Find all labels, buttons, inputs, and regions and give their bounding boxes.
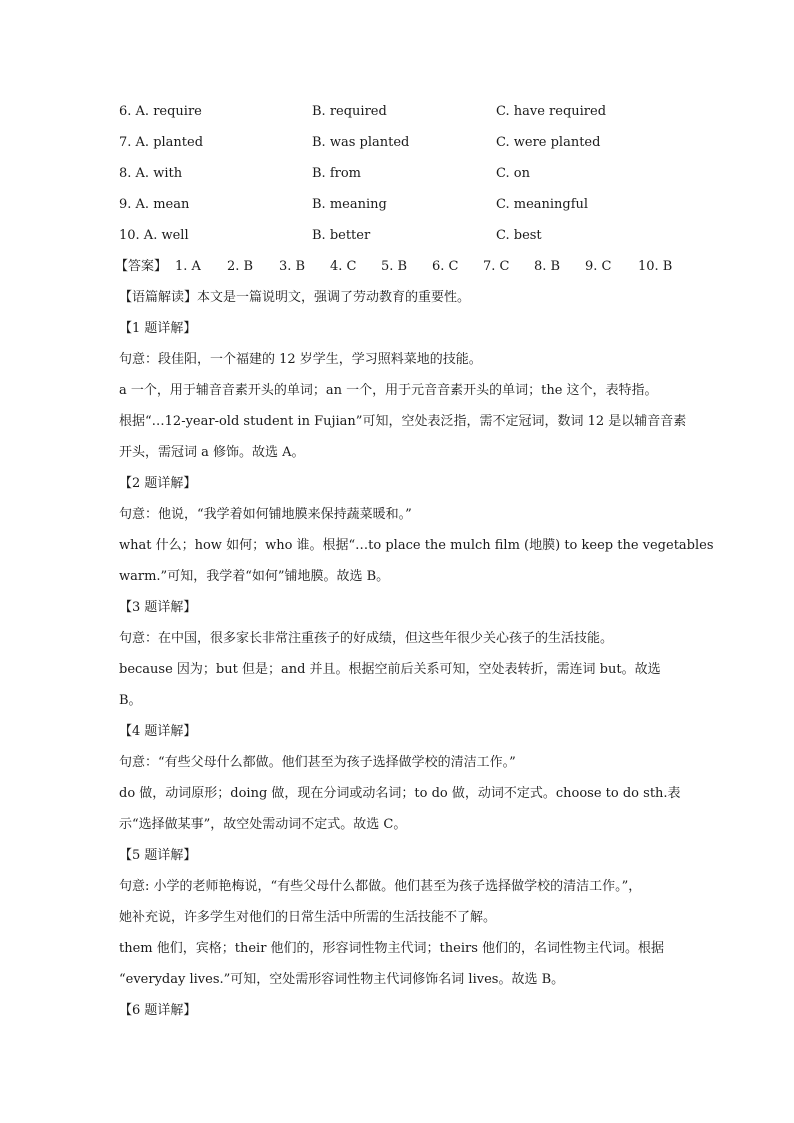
option-b: B. from bbox=[312, 166, 361, 181]
answer-item: 2. B bbox=[227, 259, 254, 274]
paragraph-line: 她补充说，许多学生对他们的日常生活中所需的生活技能不了解。 bbox=[119, 910, 497, 925]
answer-item: 10. B bbox=[638, 259, 673, 274]
answer-item: 8. B bbox=[534, 259, 561, 274]
page-content bbox=[115, 100, 714, 1030]
paragraph-line: 根据“…12-year-old student in Fujian”可知，空处表泛指，需不定冠词，数词 12 是以辅音音素 bbox=[119, 414, 687, 429]
answer-item: 1. A bbox=[175, 259, 201, 274]
section-heading: 【4 题详解】 bbox=[119, 724, 197, 739]
question-3-explanation bbox=[119, 596, 679, 713]
option-a: 10. A. well bbox=[119, 228, 189, 243]
paragraph-line: 句意：在中国，很多家长非常注重孩子的好成绩，但这些年很少关心孩子的生活技能。 bbox=[119, 631, 614, 646]
option-a: 6. A. require bbox=[119, 104, 202, 119]
paragraph-line: B。 bbox=[119, 693, 142, 708]
paragraph-line: a 一个，用于辅音音素开头的单词；an 一个，用于元音音素开头的单词；the 这个，表特指。 bbox=[119, 383, 658, 398]
option-b: B. meaning bbox=[312, 197, 387, 212]
paragraph-line: 开头，需冠词 a 修饰。故选 A。 bbox=[119, 445, 305, 460]
option-row-8 bbox=[119, 162, 679, 193]
passage-note: 【语篇解读】本文是一篇说明文，强调了劳动教育的重要性。 bbox=[119, 290, 471, 305]
question-6-explanation bbox=[119, 999, 679, 1023]
answer-label: 【答案】 bbox=[115, 259, 168, 274]
paragraph-line: 示“选择做某事”，故空处需动词不定式。故选 C。 bbox=[119, 817, 407, 832]
answer-item: 3. B bbox=[279, 259, 306, 274]
question-2-explanation bbox=[119, 472, 714, 589]
options-block bbox=[119, 100, 679, 255]
option-c: C. meaningful bbox=[496, 197, 589, 212]
answer-item: 6. C bbox=[432, 259, 459, 274]
section-heading: 【5 题详解】 bbox=[119, 848, 197, 863]
answer-item: 4. C bbox=[330, 259, 357, 274]
paragraph-line: warm.”可知，我学着“如何”铺地膜。故选 B。 bbox=[119, 569, 390, 584]
paragraph-line: 句意：他说，“我学着如何铺地膜来保持蔬菜暖和。” bbox=[119, 507, 412, 522]
option-row-7 bbox=[119, 131, 679, 162]
section-heading: 【6 题详解】 bbox=[119, 1003, 197, 1018]
option-c: C. were planted bbox=[496, 135, 601, 150]
option-b: B. was planted bbox=[312, 135, 410, 150]
paragraph-line: them 他们，宾格；their 他们的，形容词性物主代词；theirs 他们的，名词性物主代词。根据 bbox=[119, 941, 665, 956]
answer-item: 7. C bbox=[483, 259, 510, 274]
option-row-10 bbox=[119, 224, 679, 255]
paragraph-line: what 什么；how 如何；who 谁。根据“…to place the mulch film (地膜) to keep the vegetables bbox=[119, 538, 714, 553]
option-c: C. have required bbox=[496, 104, 607, 119]
paragraph-line: 句意：段佳阳，一个福建的 12 岁学生，学习照料菜地的技能。 bbox=[119, 352, 482, 367]
option-b: B. required bbox=[312, 104, 387, 119]
paragraph-line: “everyday lives.”可知，空处需形容词性物主代词修饰名词 lives。故选 B。 bbox=[119, 972, 565, 987]
answer-key bbox=[115, 255, 679, 286]
section-heading: 【3 题详解】 bbox=[119, 600, 197, 615]
section-heading: 【1 题详解】 bbox=[119, 321, 197, 336]
option-c: C. on bbox=[496, 166, 530, 181]
option-a: 7. A. planted bbox=[119, 135, 204, 150]
option-row-9 bbox=[119, 193, 679, 224]
answer-item: 9. C bbox=[585, 259, 612, 274]
section-heading: 【2 题详解】 bbox=[119, 476, 197, 491]
paragraph-line: do 做，动词原形；doing 做，现在分词或动名词；to do 做，动词不定式。choose to do sth.表 bbox=[119, 786, 681, 801]
question-4-explanation bbox=[119, 720, 679, 837]
question-5-explanation bbox=[119, 844, 679, 992]
answer-item: 5. B bbox=[381, 259, 408, 274]
option-a: 9. A. mean bbox=[119, 197, 190, 212]
paragraph-line: 句意：“有些父母什么都做。他们甚至为孩子选择做学校的清洁工作。” bbox=[119, 755, 516, 770]
option-c: C. best bbox=[496, 228, 542, 243]
option-b: B. better bbox=[312, 228, 371, 243]
option-a: 8. A. with bbox=[119, 166, 183, 181]
paragraph-line: because 因为；but 但是；and 并且。根据空前后关系可知，空处表转折，需连词 but。故选 bbox=[119, 662, 661, 677]
question-1-explanation bbox=[119, 317, 687, 465]
paragraph-line: 句意: 小学的老师艳梅说，“有些父母什么都做。他们甚至为孩子选择做学校的清洁工作。”， bbox=[119, 879, 642, 894]
option-row-6 bbox=[119, 100, 679, 131]
